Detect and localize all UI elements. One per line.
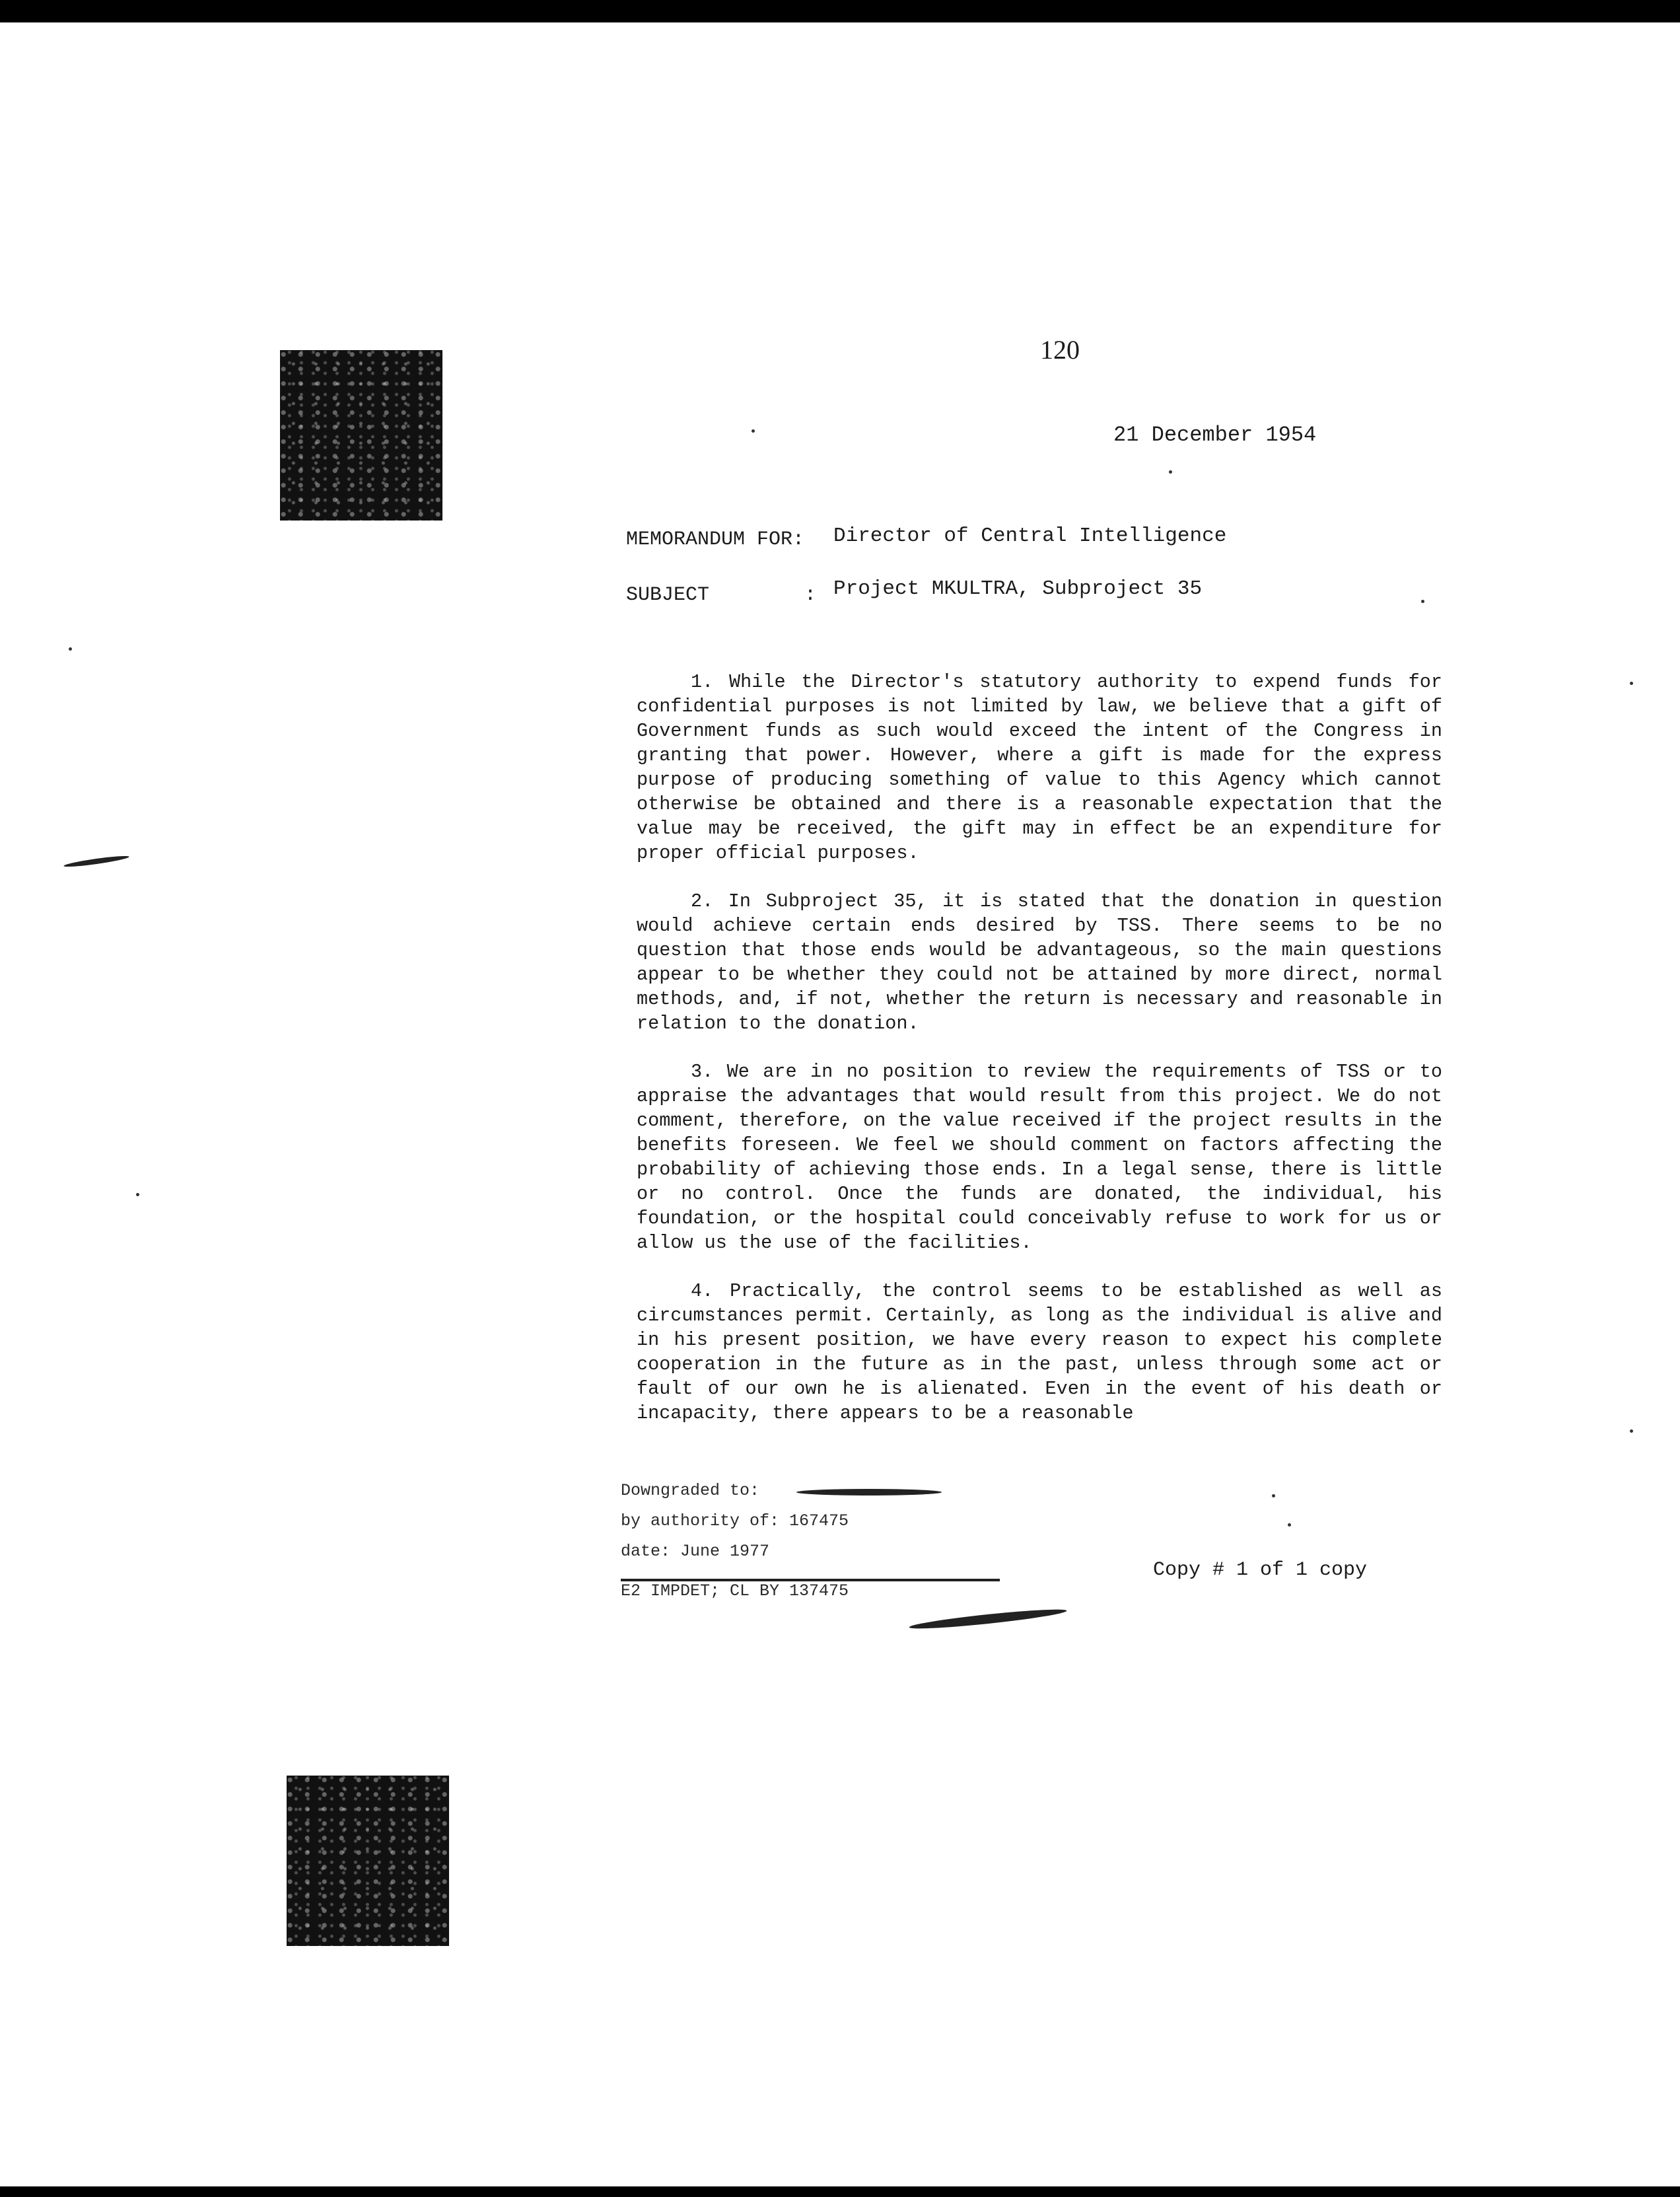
authority-line: by authority of: 167475 (621, 1511, 849, 1531)
scan-speck (1630, 1429, 1633, 1433)
downgraded-to: Downgraded to: (621, 1481, 760, 1500)
subject-value: Project MKULTRA, Subproject 35 (833, 577, 1203, 600)
scan-speck (1169, 470, 1172, 474)
paragraph-3: 3. We are in no position to review the requirements of TSS or to appraise the advantages that would result from this project. We do not comment, therefore, on the value received if the project results in the benefits foreseen. We feel we should comment on factors affecting the probability of achieving those ends. In a legal sense, there is little or no control. Once the funds are donated, the individual, his foundation, or the hospital could conceivably refuse to work for us or allow us the use of the facilities. (637, 1061, 1442, 1254)
redaction-block-top (280, 350, 442, 521)
subject-label: SUBJECT : (626, 584, 817, 606)
stamp-date: date: June 1977 (621, 1542, 770, 1561)
memo-date: 21 December 1954 (1113, 423, 1317, 447)
memorandum-for-label: MEMORANDUM FOR: (626, 528, 805, 551)
scan-speck (1421, 600, 1424, 603)
redaction-block-bottom (287, 1776, 449, 1946)
classification-line: E2 IMPDET; CL BY 137475 (621, 1581, 849, 1601)
scan-speck (1272, 1494, 1275, 1497)
ink-mark (796, 1489, 942, 1495)
ink-mark (909, 1606, 1067, 1632)
scan-speck (69, 647, 72, 651)
scan-border-bottom (0, 2186, 1680, 2197)
scan-speck (1288, 1523, 1291, 1527)
ink-mark (63, 854, 129, 869)
paragraph-2: 2. In Subproject 35, it is stated that the donation in question would achieve certain ends desired by TSS. There seems to be no question that those ends would be advantageous, so the main questions appear to be whether they could not be attained by more direct, normal methods, and, if not, whether the return is necessary and reasonable in relation to the donation. (637, 890, 1442, 1034)
paragraph-1: 1. While the Director's statutory authority to expend funds for confidential purposes is not limited by law, we believe that a gift of Government funds as such would exceed the intent of the Congress in granting that power. However, where a gift is made for the express purpose of producing something of value to this Agency which cannot otherwise be obtained and there is a reasonable expectation that the value may be received, the gift may in effect be an expenditure for proper official purposes. (637, 671, 1442, 864)
scan-speck (752, 429, 755, 433)
scan-border-top (0, 0, 1680, 22)
page-number: 120 (1040, 335, 1080, 365)
copy-count: Copy # 1 of 1 copy (1153, 1559, 1368, 1581)
memorandum-for-value: Director of Central Intelligence (833, 524, 1227, 548)
scan-speck (136, 1193, 139, 1196)
paragraph-4: 4. Practically, the control seems to be established as well as circumstances permit. Certainly, as long as the individual is alive and in his present position, we have every reason to expect his complete cooperation in the future as in the past, unless through some act or fault of our own he is alienated. Even in the event of his death or incapacity, there appears to be a reasonable (637, 1280, 1442, 1424)
scan-speck (1630, 682, 1633, 685)
memo-body (637, 670, 1442, 1449)
